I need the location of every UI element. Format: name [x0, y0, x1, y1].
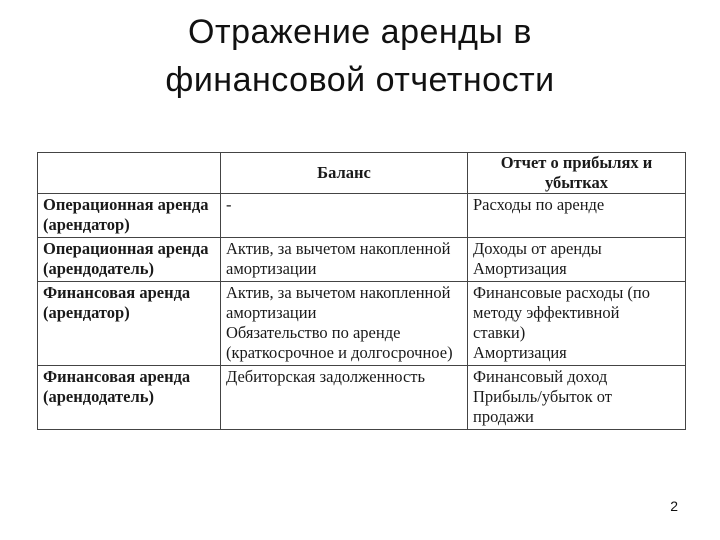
slide-title — [0, 8, 720, 104]
balance-line: Дебиторская задолженность — [226, 367, 426, 386]
balance-cell — [221, 238, 468, 282]
slide-title-line-1: Отражение аренды в — [188, 13, 532, 51]
row-label-line: (арендодатель) — [43, 259, 154, 278]
balance-line: Актив, за вычетом накопленной — [226, 283, 451, 302]
income-line: Прибыль/убыток от — [473, 387, 612, 406]
row-label-line: (арендатор) — [43, 303, 130, 322]
table-row — [38, 238, 686, 282]
income-line: Амортизация — [473, 259, 567, 278]
row-label-line: Операционная аренда — [43, 239, 209, 258]
income-line: методу эффективной — [473, 303, 620, 322]
header-income-statement — [468, 153, 686, 194]
balance-cell — [221, 194, 468, 238]
balance-cell — [221, 282, 468, 366]
row-label-line: Финансовая аренда — [43, 283, 191, 302]
row-label-line: (арендодатель) — [43, 387, 154, 406]
row-label-operating-lessor — [38, 238, 221, 282]
income-cell — [468, 238, 686, 282]
income-line: Амортизация — [473, 343, 567, 362]
income-line: Финансовые расходы (по — [473, 283, 651, 302]
table-row — [38, 282, 686, 366]
income-cell — [468, 366, 686, 430]
income-line: Доходы от аренды — [473, 239, 602, 258]
row-label-line: Финансовая аренда — [43, 367, 191, 386]
slide-title-line-2: финансовой отчетности — [165, 61, 555, 99]
row-label-finance-lessor — [38, 366, 221, 430]
header-balance: Баланс — [221, 153, 468, 194]
row-label-operating-lessee — [38, 194, 221, 238]
income-line: Финансовый доход — [473, 367, 608, 386]
table-row — [38, 366, 686, 430]
income-line: ставки) — [473, 323, 526, 342]
balance-line: Обязательство по аренде — [226, 323, 401, 342]
balance-cell — [221, 366, 468, 430]
row-label-line: (арендатор) — [43, 215, 130, 234]
balance-line: Актив, за вычетом накопленной — [226, 239, 451, 258]
table-header-row — [38, 153, 686, 194]
balance-line: (краткосрочное и долгосрочное) — [226, 343, 453, 362]
header-income-line-1: Отчет о прибылях и — [500, 153, 653, 172]
header-empty-cell — [38, 153, 221, 194]
income-line: продажи — [473, 407, 534, 426]
table-row — [38, 194, 686, 238]
header-income-line-2: убытках — [544, 173, 609, 192]
row-label-line: Операционная аренда — [43, 195, 209, 214]
lease-reporting-table — [37, 152, 686, 430]
row-label-finance-lessee — [38, 282, 221, 366]
balance-line: - — [226, 195, 232, 214]
page-number: 2 — [670, 498, 678, 514]
balance-line: амортизации — [226, 259, 317, 278]
income-line: Расходы по аренде — [473, 195, 605, 214]
income-cell — [468, 194, 686, 238]
balance-line: амортизации — [226, 303, 317, 322]
income-cell — [468, 282, 686, 366]
